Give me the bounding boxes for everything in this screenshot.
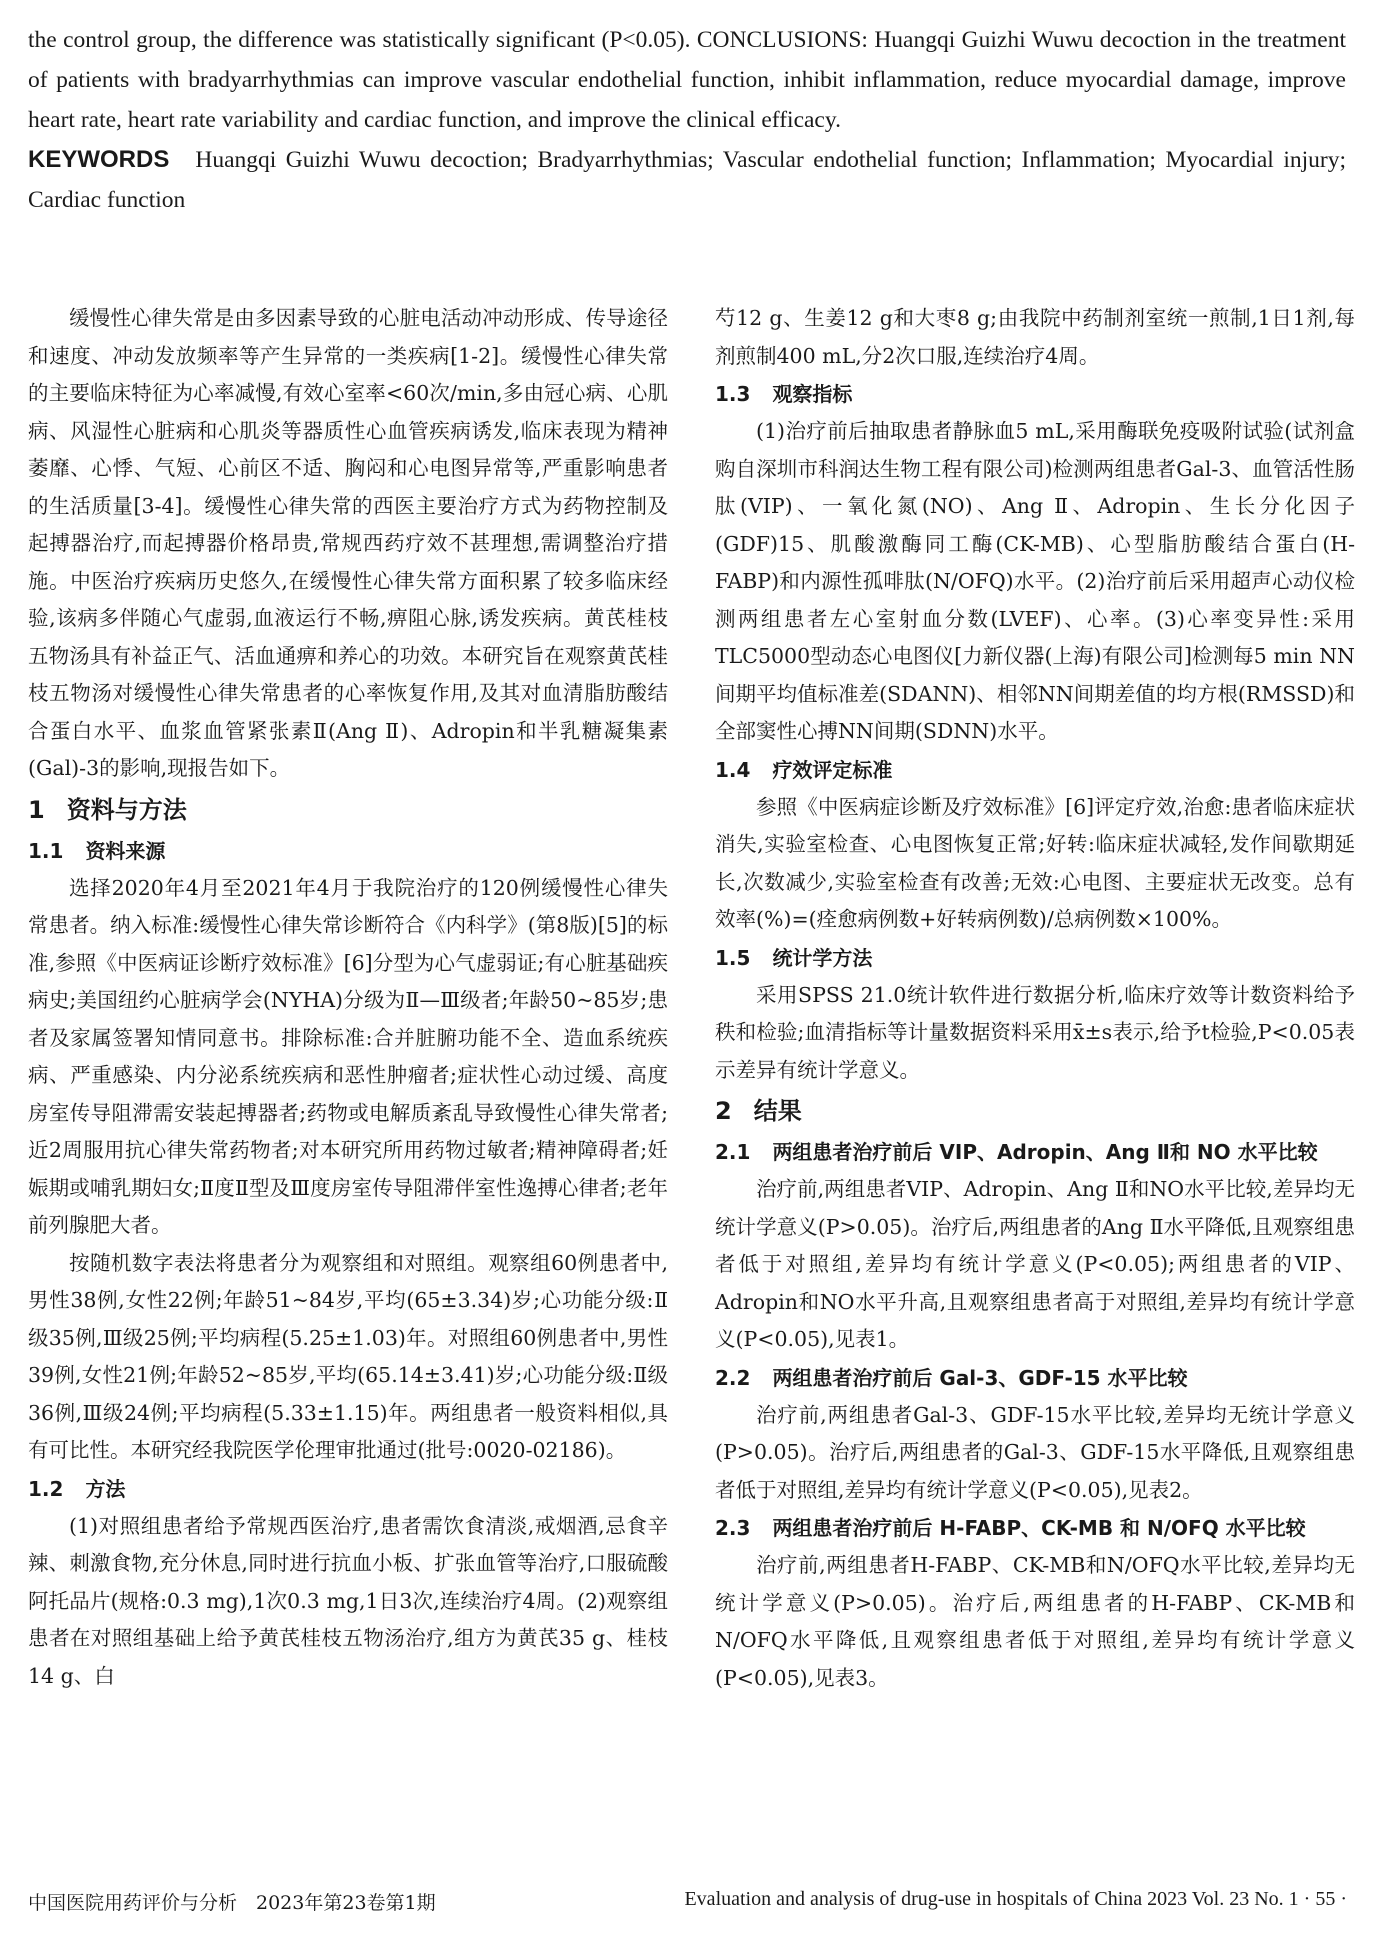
section-2-3-heading: 2.3 两组患者治疗前后 H-FABP、CK-MB 和 N/OFQ 水平比较 — [715, 1516, 1306, 1540]
section-1-1-heading: 1.1 资料来源 — [28, 838, 166, 863]
section-2-1-paragraph: 治疗前,两组患者VIP、Adropin、Ang Ⅱ和NO水平比较,差异均无统计学意义(P>0.05)。治疗后,两组患者的Ang Ⅱ水平降低,且观察组患者低于对照组,差异均有统计学意义(P<0.05);两组患者的VIP、Adropin和NO水平升高,且观察组患者高于对照组,差异均有统计学意义(P<0.05),见表1。 — [715, 1177, 1355, 1351]
journal-footer-english: Evaluation and analysis of drug-use in hospitals of China 2023 Vol. 23 No. 1 · 55 · — [684, 1888, 1347, 1910]
section-1-5-paragraph: 采用SPSS 21.0统计软件进行数据分析,临床疗效等计数资料给予秩和检验;血清指标等计量数据资料采用x̄±s表示,给予t检验,P<0.05表示差异有统计学意义。 — [715, 982, 1355, 1082]
section-2-1-heading: 2.1 两组患者治疗前后 VIP、Adropin、Ang Ⅱ和 NO 水平比较 — [715, 1140, 1318, 1164]
section-2-3-paragraph: 治疗前,两组患者H-FABP、CK-MB和N/OFQ水平比较,差异均无统计学意义(P>0.05)。治疗后,两组患者的H-FABP、CK-MB和N/OFQ水平降低,且观察组患者低于对照组,差异均有统计学意义(P<0.05),见表3。 — [715, 1553, 1355, 1690]
section-2-2-paragraph: 治疗前,两组患者Gal-3、GDF-15水平比较,差异均无统计学意义(P>0.05)。治疗后,两组患者的Gal-3、GDF-15水平降低,且观察组患者低于对照组,差异均有统计学意义(P<0.05),见表2。 — [715, 1402, 1355, 1502]
section-1-1-paragraph-1: 选择2020年4月至2021年4月于我院治疗的120例缓慢性心律失常患者。纳入标准:缓慢性心律失常诊断符合《内科学》(第8版)[5]的标准,参照《中医病证诊断疗效标准》[6]分型为心气虚弱证;有心脏基础疾病史;美国纽约心脏病学会(NYHA)分级为Ⅱ—Ⅲ级者;年龄50~85岁;患者及家属签署知情同意书。排除标准:合并脏腑功能不全、造血系统疾病、严重感染、内分泌系统疾病和恶性肿瘤者;症状性心动过缓、高度房室传导阻滞需安装起搏器者;药物或电解质紊乱导致慢性心律失常者;近2周服用抗心律失常药物者;对本研究所用药物过敏者;精神障碍者;妊娠期或哺乳期妇女;Ⅱ度Ⅱ型及Ⅲ度房室传导阻滞伴室性逸搏心律者;老年前列腺肥大者。 — [28, 875, 668, 1237]
journal-footer-chinese: 中国医院用药评价与分析 2023年第23卷第1期 — [28, 1892, 436, 1914]
section-1-4-heading: 1.4 疗效评定标准 — [715, 757, 893, 782]
keywords-line — [28, 140, 1346, 220]
english-abstract — [28, 20, 1346, 220]
abstract-conclusion-text: the control group, the difference was statistically significant (P<0.05). CONCLUSIONS: Huangqi Guizhi Wuwu decoction in the treatment of patients with bradyarrhythmias can improve vascular endothelial function, inhibit inflammation, reduce myocardial damage, improve heart rate, heart rate variability and cardiac function, and improve the clinical efficacy. — [28, 27, 1346, 133]
section-1-3-paragraph: (1)治疗前后抽取患者静脉血5 mL,采用酶联免疫吸附试验(试剂盒购自深圳市科润达生物工程有限公司)检测两组患者Gal-3、血管活性肠肽(VIP)、一氧化氮(NO)、Ang Ⅱ、Adropin、生长分化因子(GDF)15、肌酸激酶同工酶(CK-MB)、心型脂肪酸结合蛋白(H-FABP)和内源性孤啡肽(N/OFQ)水平。(2)治疗前后采用超声心动仪检测两组患者左心室射血分数(LVEF)、心率。(3)心率变异性:采用TLC5000型动态心电图仪[力新仪器(上海)有限公司]检测每5 min NN间期平均值标准差(SDANN)、相邻NN间期差值的均方根(RMSSD)和全部窦性心搏NN间期(SDNN)水平。 — [715, 419, 1355, 743]
section-1-1-paragraph-2: 按随机数字表法将患者分为观察组和对照组。观察组60例患者中,男性38例,女性22例;年龄51~84岁,平均(65±3.34)岁;心功能分级:Ⅱ级35例,Ⅲ级25例;平均病程(5.25±1.03)年。对照组60例患者中,男性39例,女性21例;年龄52~85岁,平均(65.14±3.41)岁;心功能分级:Ⅱ级36例,Ⅲ级24例;平均病程(5.33±1.15)年。两组患者一般资料相似,具有可比性。本研究经我院医学伦理审批通过(批号:0020-02186)。 — [28, 1250, 668, 1462]
section-1-2-heading: 1.2 方法 — [28, 1476, 126, 1501]
section-2-2-heading: 2.2 两组患者治疗前后 Gal-3、GDF-15 水平比较 — [715, 1365, 1188, 1390]
right-column — [715, 300, 1355, 1697]
keywords-text: Huangqi Guizhi Wuwu decoction; Bradyarrhythmias; Vascular endothelial function; Inflammation; Myocardial injury; Cardiac function — [28, 147, 1346, 213]
intro-paragraph: 缓慢性心律失常是由多因素导致的心脏电活动冲动形成、传导途径和速度、冲动发放频率等产生异常的一类疾病[1-2]。缓慢性心律失常的主要临床特征为心率减慢,有效心室率<60次/min,多由冠心病、心肌病、风湿性心脏病和心肌炎等器质性心血管疾病诱发,临床表现为精神萎靡、心悸、气短、心前区不适、胸闷和心电图异常等,严重影响患者的生活质量[3-4]。缓慢性心律失常的西医主要治疗方式为药物控制及起搏器治疗,而起搏器价格昂贵,常规西药疗效不甚理想,需调整治疗措施。中医治疗疾病历史悠久,在缓慢性心律失常方面积累了较多临床经验,该病多伴随心气虚弱,血液运行不畅,痹阻心脉,诱发疾病。黄芪桂枝五物汤具有补益正气、活血通痹和养心的功效。本研究旨在观察黄芪桂枝五物汤对缓慢性心律失常患者的心率恢复作用,及其对血清脂肪酸结合蛋白水平、血浆血管紧张素Ⅱ(Ang Ⅱ)、Adropin和半乳糖凝集素(Gal)-3的影响,现报告如下。 — [28, 306, 668, 780]
section-1-4-paragraph: 参照《中医病症诊断及疗效标准》[6]评定疗效,治愈:患者临床症状消失,实验室检查、心电图恢复正常;好转:临床症状减轻,发作间歇期延长,次数减少,实验室检查有改善;无效:心电图、主要症状无改变。总有效率(%)=(痊愈病例数+好转病例数)/总病例数×100%。 — [715, 794, 1355, 931]
section-1-heading: 1 资料与方法 — [28, 795, 187, 824]
section-1-2-paragraph: (1)对照组患者给予常规西医治疗,患者需饮食清淡,戒烟酒,忌食辛辣、刺激食物,充分休息,同时进行抗血小板、扩张血管等治疗,口服硫酸阿托品片(规格:0.3 mg),1次0.3 mg,1日3次,连续治疗4周。(2)观察组患者在对照组基础上给予黄芪桂枝五物汤治疗,组方为黄芪35 g、桂枝14 g、白 — [28, 1513, 668, 1688]
section-1-3-heading: 1.3 观察指标 — [715, 382, 853, 406]
left-column — [28, 300, 668, 1695]
section-1-5-heading: 1.5 统计学方法 — [715, 945, 873, 970]
section-1-2-paragraph-continued: 芍12 g、生姜12 g和大枣8 g;由我院中药制剂室统一煎制,1日1剂,每剂煎制400 mL,分2次口服,连续治疗4周。 — [715, 306, 1355, 368]
section-2-heading: 2 结果 — [715, 1097, 802, 1125]
keywords-label: KEYWORDS — [28, 146, 170, 173]
